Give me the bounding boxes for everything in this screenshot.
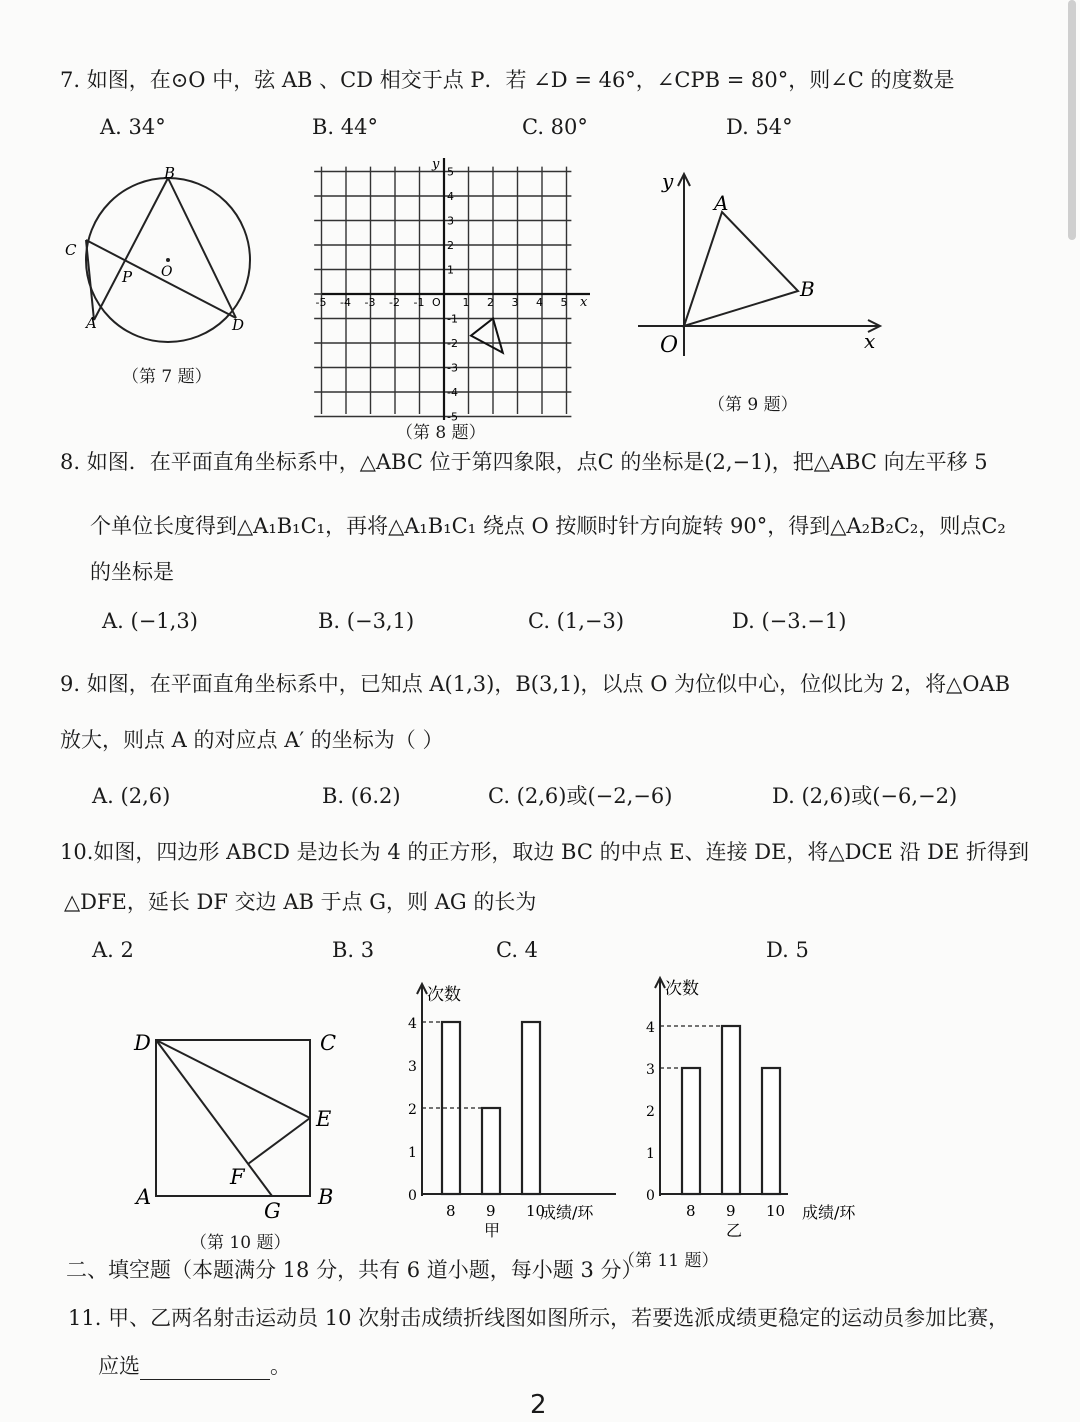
q8-y-axis-label: y — [432, 157, 440, 172]
figure-q8-grid — [315, 157, 597, 424]
q10-option-c: C. 4 — [496, 938, 539, 962]
chart-bar — [722, 1026, 740, 1194]
q9-option-c: C. (2,6)或(−2,−6) — [488, 784, 673, 808]
q8-y-tick: 1 — [447, 263, 454, 277]
chart-x-tick: 8 — [446, 1202, 456, 1220]
q7-caption: （第 7 题） — [122, 367, 212, 387]
q7-option-d: D. 54° — [726, 115, 793, 139]
q8-x-tick: -5 — [315, 296, 327, 309]
q10-stem-line1: 10.如图，四边形 ABCD 是边长为 4 的正方形，取边 BC 的中点 E、连接 DE，将△DCE 沿 DE 折得到 — [60, 840, 1030, 864]
q8-y-tick: 5 — [447, 165, 454, 179]
q9-label-o: O — [660, 333, 679, 358]
chart-ylabel: 次数 — [665, 979, 699, 999]
q8-stem-line3: 的坐标是 — [90, 560, 174, 584]
q10-option-a: A. 2 — [92, 938, 134, 962]
q7-option-a: A. 34° — [100, 115, 166, 139]
q8-y-tick: 3 — [447, 214, 454, 228]
q7-label-p: P — [122, 268, 133, 286]
q9-label-x: x — [864, 329, 876, 353]
q9-label-y: y — [662, 169, 674, 193]
chart-y-tick: 4 — [408, 1016, 417, 1032]
q8-option-b: B. (−3,1) — [318, 609, 415, 633]
q7-stem: 7. 如图，在⊙O 中，弦 AB 、CD 相交于点 P．若 ∠D = 46°，∠CPB = 80°，则∠C 的度数是 — [60, 68, 955, 92]
q10-caption: （第 10 题） — [190, 1233, 291, 1253]
q9-stem-line1: 9. 如图，在平面直角坐标系中，已知点 A(1,3)，B(3,1)，以点 O 为位似中心，位似比为 2，将△OAB — [60, 672, 1011, 696]
chart-x-tick: 8 — [686, 1202, 696, 1220]
q10-label-b: B — [318, 1185, 334, 1209]
chart-y-tick: 0 — [408, 1188, 417, 1204]
q8-stem-line2: 个单位长度得到△A₁B₁C₁，再将△A₁B₁C₁ 绕点 O 按顺时针方向旋转 90°，得到△A₂B₂C₂，则点C₂ — [90, 514, 1006, 538]
q11-stem-line1: 11. 甲、乙两名射击运动员 10 次射击成绩折线图如图所示，若要选派成绩更稳定的运动员参加比赛， — [68, 1306, 1010, 1330]
chart-bar — [522, 1022, 540, 1194]
q8-option-a: A. (−1,3) — [102, 609, 198, 633]
q8-option-c: C. (1,−3) — [528, 609, 625, 633]
scrollbar[interactable] — [1068, 0, 1076, 240]
q9-option-b: B. (6.2) — [322, 784, 401, 808]
q10-label-d: D — [134, 1031, 151, 1055]
q8-x-tick: 3 — [511, 296, 519, 309]
q8-x-tick: 1 — [462, 296, 470, 309]
chart-y-tick: 3 — [646, 1062, 655, 1078]
q8-x-tick: -2 — [389, 296, 400, 309]
q8-y-tick: -5 — [447, 410, 458, 424]
q8-triangle-abc — [471, 319, 503, 353]
figure-q10-square — [130, 1022, 360, 1222]
chart-y-tick: 3 — [408, 1059, 417, 1075]
q7-label-a: A — [86, 314, 97, 332]
chart-bar — [762, 1068, 780, 1194]
q7-label-b: B — [164, 164, 176, 182]
q8-x-tick: 5 — [560, 296, 568, 309]
q9-label-b: B — [800, 277, 815, 301]
q9-stem-line2: 放大，则点 A 的对应点 A′ 的坐标为（ ） — [60, 728, 444, 752]
q11-caption: （第 11 题） — [618, 1251, 719, 1271]
chart-y-tick: 2 — [646, 1104, 655, 1120]
chart-x-tick: 10 — [766, 1202, 786, 1220]
page-number: 2 — [530, 1390, 547, 1420]
q8-y-tick: 4 — [447, 190, 454, 203]
q7-label-o: O — [161, 264, 173, 280]
chart-series-name: 乙 — [726, 1221, 743, 1240]
q10-option-d: D. 5 — [766, 938, 809, 962]
q8-option-d: D. (−3.−1) — [732, 609, 847, 633]
q7-label-d: D — [232, 316, 245, 334]
q8-y-tick: -3 — [447, 361, 458, 375]
q8-caption: （第 8 题） — [396, 423, 486, 443]
q7-option-b: B. 44° — [312, 115, 379, 139]
q8-y-tick: -4 — [447, 386, 458, 399]
chart-y-tick: 1 — [408, 1145, 417, 1161]
q10-label-e: E — [316, 1107, 332, 1131]
figure-q11-chart-yi — [638, 972, 878, 1242]
chart-ylabel: 次数 — [427, 985, 461, 1005]
chart-x-tick: 9 — [486, 1202, 496, 1220]
q7-option-c: C. 80° — [522, 115, 588, 139]
chart-x-tick: 9 — [726, 1202, 736, 1220]
q8-x-tick: -4 — [340, 296, 351, 309]
section2-title: 二、填空题（本题满分 18 分，共有 6 道小题，每小题 3 分） — [66, 1258, 643, 1282]
q11-suffix: 。 — [270, 1354, 291, 1378]
q9-caption: （第 9 题） — [708, 395, 798, 415]
q8-y-tick: 2 — [447, 239, 454, 252]
chart-bar — [682, 1068, 700, 1194]
chart-xlabel: 成绩/环 — [802, 1203, 856, 1222]
q8-x-tick: O — [432, 296, 441, 309]
q9-option-d: D. (2,6)或(−6,−2) — [772, 784, 958, 808]
chart-y-tick: 0 — [646, 1188, 655, 1204]
q8-y-tick: -2 — [447, 337, 458, 350]
q11-answer-blank[interactable] — [140, 1359, 270, 1380]
q10-label-c: C — [320, 1031, 337, 1055]
q9-label-a: A — [714, 191, 729, 215]
figure-q7-circle — [60, 160, 270, 350]
q8-x-tick: -3 — [364, 296, 376, 309]
chart-x-tick: 10 — [526, 1202, 546, 1220]
q7-label-c: C — [65, 241, 77, 259]
chart-y-tick: 1 — [646, 1146, 655, 1162]
q8-stem-line1: 8. 如图．在平面直角坐标系中，△ABC 位于第四象限，点C 的坐标是(2,−1)，把△ABC 向左平移 5 — [60, 450, 988, 474]
q9-option-a: A. (2,6) — [92, 784, 171, 808]
q11-stem-line2 — [98, 1352, 291, 1380]
q8-x-tick: -1 — [413, 296, 425, 309]
figure-q11-chart-jia — [398, 978, 618, 1248]
figure-q9-axes — [638, 166, 888, 366]
chart-xlabel: 成绩/环 — [540, 1203, 594, 1222]
q8-x-axis-label: x — [580, 295, 588, 310]
q8-y-tick: -1 — [447, 312, 458, 326]
q10-label-f: F — [230, 1165, 245, 1189]
q8-x-tick: 4 — [536, 296, 543, 309]
q10-label-a: A — [136, 1185, 152, 1209]
q8-x-tick: 2 — [487, 296, 494, 309]
q10-stem-line2: △DFE，延长 DF 交边 AB 于点 G，则 AG 的长为 — [64, 890, 537, 914]
chart-series-name: 甲 — [484, 1221, 501, 1240]
q10-label-g: G — [264, 1199, 281, 1223]
chart-y-tick: 4 — [646, 1020, 655, 1036]
q10-option-b: B. 3 — [332, 938, 375, 962]
chart-bar — [482, 1108, 500, 1194]
q8-grid-lines — [314, 167, 571, 417]
chart-y-tick: 2 — [408, 1102, 417, 1118]
q11-prefix: 应选 — [98, 1354, 140, 1378]
